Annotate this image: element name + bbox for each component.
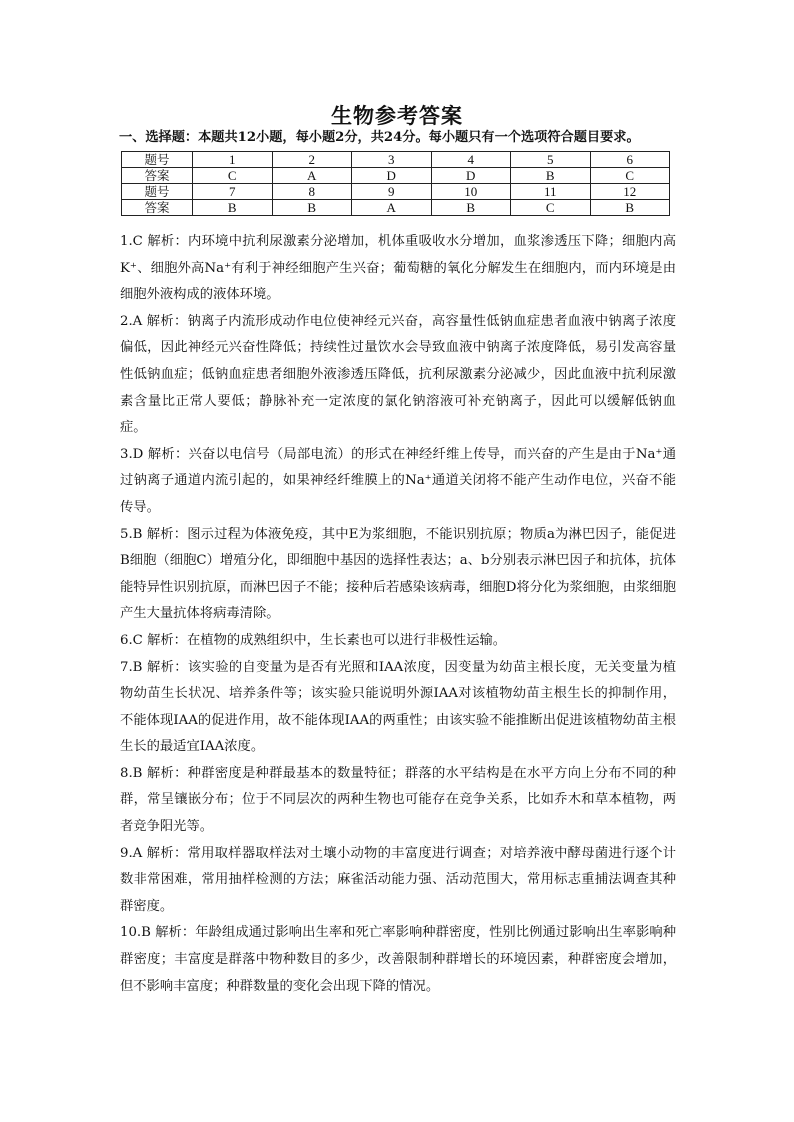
answer-cell: C: [511, 200, 591, 216]
question-number-cell: 6: [590, 152, 670, 168]
row-label: 题号: [122, 152, 193, 168]
answer-cell: C: [193, 168, 273, 184]
analysis-item: 8.B 解析：种群密度是种群最基本的数量特征；群落的水平结构是在水平方向上分布不同的种群，常呈镶嵌分布；位于不同层次的两种生物也可能存在竞争关系，比如乔木和草本植物，两者竞争阳光等。: [120, 765, 676, 835]
analysis-item: 3.D 解析：兴奋以电信号（局部电流）的形式在神经纤维上传导，而兴奋的产生是由于Na⁺通过钠离子通道内流引起的，如果神经纤维膜上的Na⁺通道关闭将不能产生动作电位，兴奋不能传导。: [120, 446, 676, 515]
question-number-cell: 2: [272, 152, 352, 168]
question-number-cell: 1: [193, 152, 273, 168]
question-number-cell: 10: [431, 184, 511, 200]
answer-table-row: [122, 168, 670, 184]
answer-cell: B: [193, 200, 273, 216]
answer-table: [121, 151, 670, 216]
answer-cell: C: [590, 168, 670, 184]
analysis-item: 7.B 解析：该实验的自变量为是否有光照和IAA浓度，因变量为幼苗主根长度，无关变量为植物幼苗生长状况、培养条件等；该实验只能说明外源IAA对该植物幼苗主根生长的抑制作用，不能体现IAA的促进作用，故不能体现IAA的两重性；由该实验不能推断出促进该植物幼苗主根生长的最适宜IAA浓度。: [120, 659, 676, 755]
analysis-item: 2.A 解析：钠离子内流形成动作电位使神经元兴奋，高容量性低钠血症患者血液中钠离子浓度偏低，因此神经元兴奋性降低；持续性过量饮水会导致血液中钠离子浓度降低，易引发高容量性低钠血症；低钠血症患者细胞外液渗透压降低，抗利尿激素分泌减少，因此血液中抗利尿激素含量比正常人要低；静脉补充一定浓度的氯化钠溶液可补充钠离子，因此可以缓解低钠血症。: [120, 313, 676, 436]
answer-cell: B: [590, 200, 670, 216]
section-heading: 一、选择题：本题共12小题，每小题2分，共24分。每小题只有一个选项符合题目要求。: [119, 130, 640, 145]
analysis-list: [120, 229, 676, 1000]
question-number-cell: 3: [352, 152, 432, 168]
answer-cell: B: [431, 200, 511, 216]
row-label: 答案: [122, 168, 193, 184]
answer-cell: B: [511, 168, 591, 184]
analysis-item: 5.B 解析：图示过程为体液免疫，其中E为浆细胞，不能识别抗原；物质a为淋巴因子，能促进B细胞（细胞C）增殖分化，即细胞中基因的选择性表达；a、b分别表示淋巴因子和抗体，抗体能特异性识别抗原，而淋巴因子不能；接种后若感染该病毒，细胞D将分化为浆细胞，由浆细胞产生大量抗体将病毒清除。: [120, 526, 676, 622]
question-number-cell: 11: [511, 184, 591, 200]
row-label: 答案: [122, 200, 193, 216]
answer-table-row: [122, 152, 670, 168]
answer-table-row: [122, 200, 670, 216]
answer-table-row: [122, 184, 670, 200]
question-number-cell: 5: [511, 152, 591, 168]
question-number-cell: 4: [431, 152, 511, 168]
answer-cell: D: [352, 168, 432, 184]
page-title: 生物参考答案: [331, 103, 463, 128]
analysis-item: 10.B 解析：年龄组成通过影响出生率和死亡率影响种群密度，性别比例通过影响出生率影响种群密度；丰富度是群落中物种数目的多少，改善限制种群增长的环境因素，种群密度会增加，但不影响丰富度；种群数量的变化会出现下降的情况。: [120, 925, 676, 994]
row-label: 题号: [122, 184, 193, 200]
question-number-cell: 7: [193, 184, 273, 200]
analysis-item: 6.C 解析：在植物的成熟组织中，生长素也可以进行非极性运输。: [120, 632, 507, 648]
answer-cell: D: [431, 168, 511, 184]
answer-cell: B: [272, 200, 352, 216]
analysis-item: 1.C 解析：内环境中抗利尿激素分泌增加，机体重吸收水分增加，血浆渗透压下降；细胞内高K⁺、细胞外高Na⁺有利于神经细胞产生兴奋；葡萄糖的氧化分解发生在细胞内，而内环境是由细胞外液构成的液体环境。: [120, 234, 676, 303]
answer-cell: A: [272, 168, 352, 184]
question-number-cell: 8: [272, 184, 352, 200]
question-number-cell: 12: [590, 184, 670, 200]
analysis-item: 9.A 解析：常用取样器取样法对土壤小动物的丰富度进行调查；对培养液中酵母菌进行逐个计数非常困难，常用抽样检测的方法；麻雀活动能力强、活动范围大，常用标志重捕法调查其种群密度。: [120, 845, 676, 914]
question-number-cell: 9: [352, 184, 432, 200]
answer-cell: A: [352, 200, 432, 216]
